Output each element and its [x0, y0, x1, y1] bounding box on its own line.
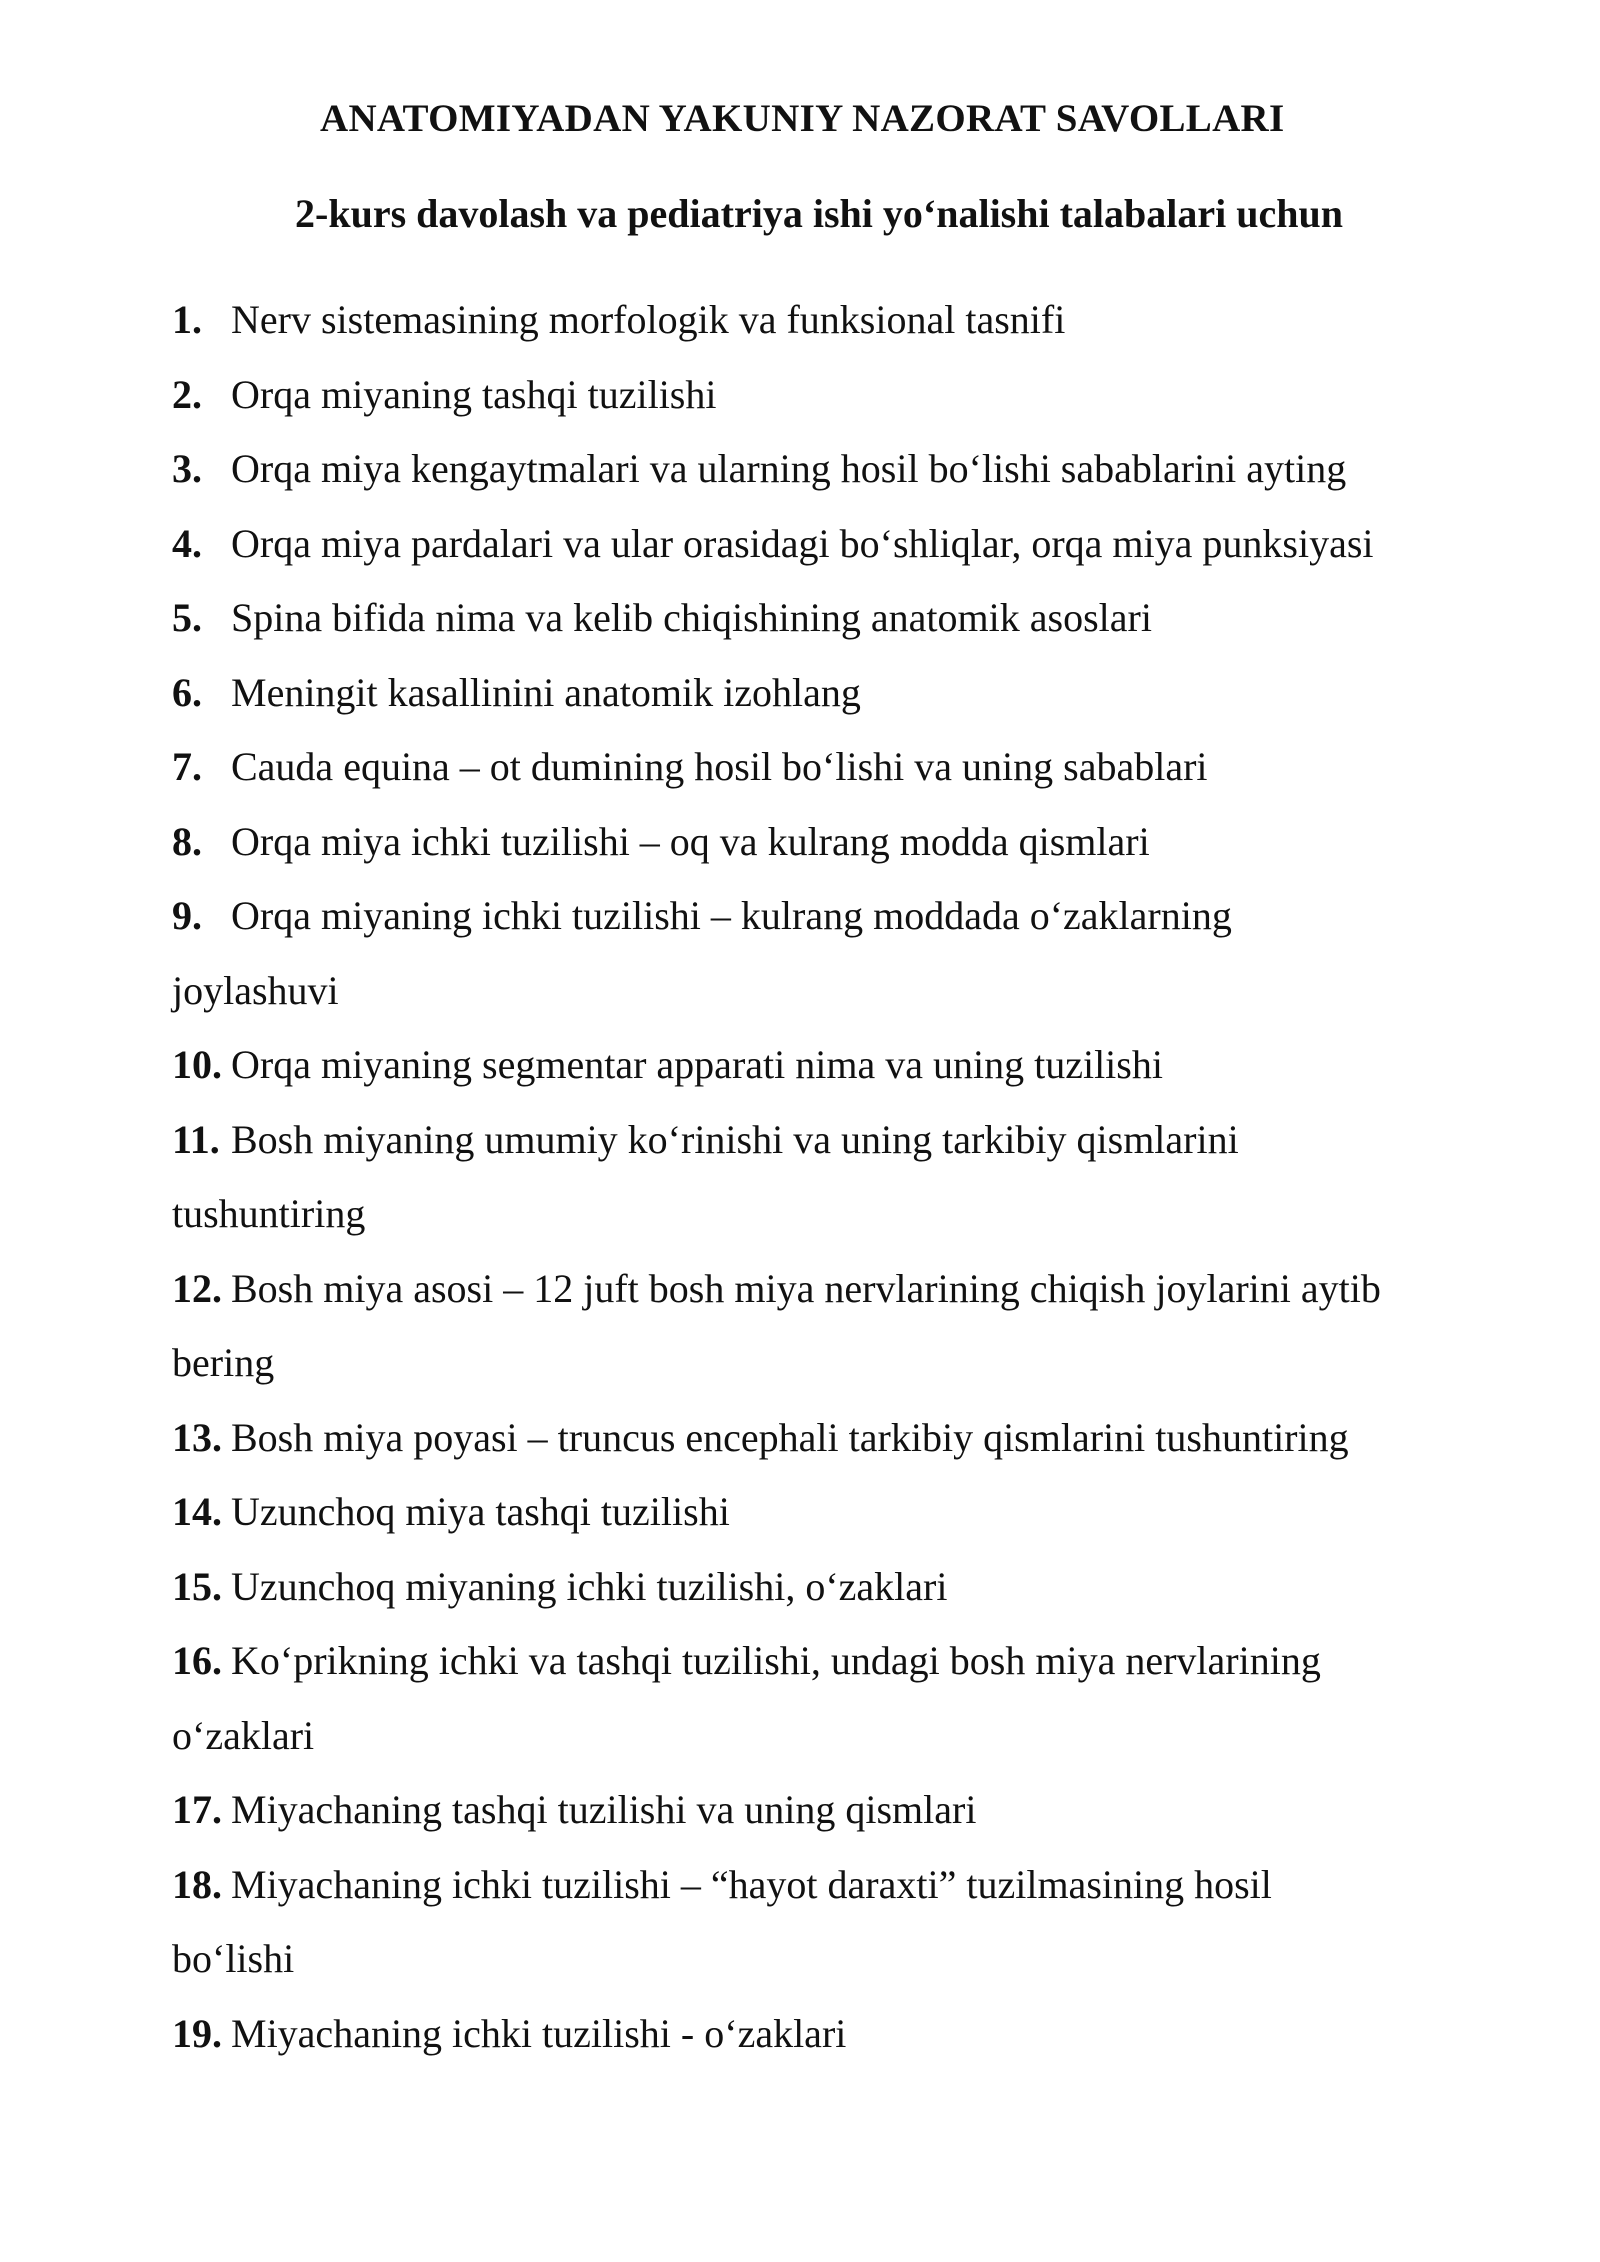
question-number: 17.: [172, 1787, 222, 1832]
question-number: 6.: [172, 669, 202, 715]
question-text: Uzunchoq miya tashqi tuzilishi: [231, 1489, 730, 1534]
question-item: [172, 507, 1492, 582]
question-item: [172, 1848, 1492, 1997]
question-number: 10.: [172, 1042, 222, 1087]
question-text-continuation: bo‘lishi: [172, 1936, 295, 1981]
question-number: 9.: [172, 893, 202, 938]
question-text: Orqa miyaning segmentar apparati nima va uning tuzilishi: [231, 1042, 1163, 1087]
question-item: [172, 1401, 1492, 1476]
question-item: [172, 879, 1492, 1028]
question-number: 3.: [172, 446, 202, 491]
question-number: 7.: [172, 744, 202, 789]
question-text: Orqa miya ichki tuzilishi – oq va kulrang modda qismlari: [231, 818, 1150, 864]
question-text: Bosh miyaning umumiy ko‘rinishi va uning tarkibiy qismlarini: [231, 1116, 1239, 1162]
question-number: 2.: [172, 371, 202, 417]
question-number: 11.: [172, 1116, 220, 1162]
question-item: [172, 1997, 1492, 2072]
question-text-continuation: tushuntiring: [172, 1191, 366, 1236]
question-text: Orqa miya kengaytmalari va ularning hosil bo‘lishi sabablarini ayting: [231, 446, 1347, 491]
question-text: Miyachaning tashqi tuzilishi va uning qismlari: [231, 1787, 977, 1832]
question-item: [172, 283, 1492, 358]
question-text: Miyachaning ichki tuzilishi – “hayot daraxti” tuzilmasining hosil: [231, 1861, 1272, 1907]
question-item: [172, 1475, 1492, 1550]
question-text: Bosh miya asosi – 12 juft bosh miya nervlarining chiqish joylarini aytib: [231, 1265, 1381, 1311]
question-list: [172, 283, 1492, 2071]
question-item: [172, 432, 1492, 507]
question-item: [172, 1028, 1492, 1103]
question-text: Meningit kasallinini anatomik izohlang: [231, 669, 861, 715]
question-number: 15.: [172, 1563, 222, 1609]
question-item: [172, 1550, 1492, 1625]
question-item: [172, 1252, 1492, 1401]
question-text: Orqa miyaning ichki tuzilishi – kulrang moddada o‘zaklarning: [231, 893, 1232, 938]
question-text: Nerv sistemasining morfologik va funksional tasnifi: [231, 297, 1066, 342]
question-number: 14.: [172, 1489, 222, 1534]
question-text: Spina bifida nima va kelib chiqishining anatomik asoslari: [231, 595, 1152, 640]
question-text: Miyachaning ichki tuzilishi - o‘zaklari: [231, 2010, 847, 2056]
question-item: [172, 358, 1492, 433]
question-number: 5.: [172, 595, 202, 640]
question-number: 19.: [172, 2010, 222, 2056]
question-number: 18.: [172, 1861, 222, 1907]
question-number: 13.: [172, 1414, 222, 1460]
question-number: 1.: [172, 297, 202, 342]
question-number: 4.: [172, 520, 202, 566]
question-item: [172, 656, 1492, 731]
question-number: 16.: [172, 1638, 222, 1683]
question-item: [172, 581, 1492, 656]
question-item: [172, 1624, 1492, 1773]
question-text-continuation: joylashuvi: [172, 967, 339, 1013]
question-text: Orqa miya pardalari va ular orasidagi bo‘shliqlar, orqa miya punksiyasi: [231, 520, 1374, 566]
question-number: 8.: [172, 818, 202, 864]
question-text: Orqa miyaning tashqi tuzilishi: [231, 371, 717, 417]
question-item: [172, 805, 1492, 880]
document-subtitle: 2-kurs davolash va pediatriya ishi yo‘nalishi talabalari uchun: [295, 191, 1344, 236]
question-text: Ko‘prikning ichki va tashqi tuzilishi, undagi bosh miya nervlarining: [231, 1638, 1321, 1683]
question-text: Bosh miya poyasi – truncus encephali tarkibiy qismlarini tushuntiring: [231, 1414, 1349, 1460]
question-item: [172, 730, 1492, 805]
question-text-continuation: bering: [172, 1340, 275, 1385]
document-title: ANATOMIYADAN YAKUNIY NAZORAT SAVOLLARI: [320, 97, 1285, 140]
question-text: Uzunchoq miyaning ichki tuzilishi, o‘zaklari: [231, 1563, 948, 1609]
question-item: [172, 1773, 1492, 1848]
question-number: 12.: [172, 1265, 222, 1311]
question-text-continuation: o‘zaklari: [172, 1712, 315, 1758]
question-item: [172, 1103, 1492, 1252]
question-text: Cauda equina – ot dumining hosil bo‘lishi va uning sabablari: [231, 744, 1208, 789]
